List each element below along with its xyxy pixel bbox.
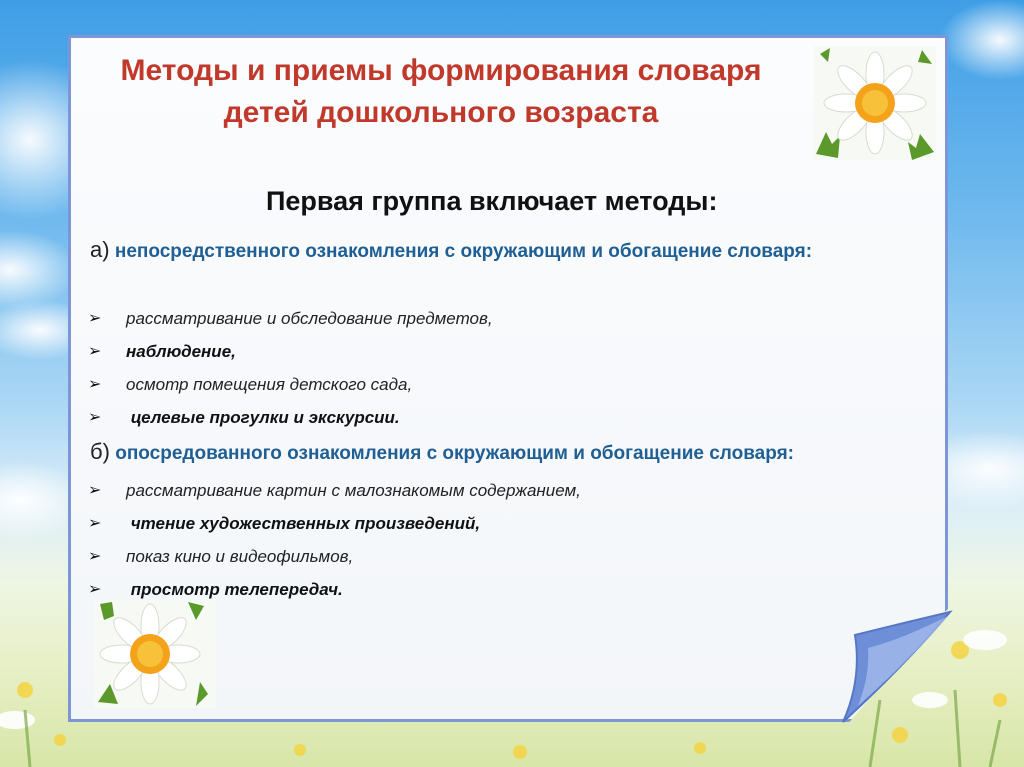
list-item	[88, 401, 493, 434]
arrow-bullet-icon: ➢	[88, 482, 102, 499]
slide-title	[76, 50, 806, 134]
title-line-2: детей дошкольного возраста	[223, 96, 659, 129]
daisy-flower-icon	[812, 44, 938, 162]
title-line-1: Методы и приемы формирования словаря	[120, 54, 762, 87]
section-a-text: непосредственного ознакомления с окружающим и обогащение словаря:	[114, 241, 813, 262]
arrow-bullet-icon: ➢	[88, 515, 102, 532]
section-b-text: опосредованного ознакомления с окружающим и обогащение словаря:	[115, 443, 794, 464]
list-item-text: наблюдение,	[126, 342, 236, 361]
arrow-bullet-icon: ➢	[88, 343, 102, 360]
section-a-heading	[90, 234, 940, 268]
list-item	[88, 302, 493, 335]
section-b-list	[88, 474, 581, 606]
section-a-marker: а)	[90, 237, 110, 262]
list-item-text: осмотр помещения детского сада,	[126, 375, 413, 394]
list-item	[88, 474, 581, 507]
list-item-text: рассматривание и обследование предметов,	[126, 309, 493, 328]
section-a-list	[88, 302, 493, 434]
daisy-flower-icon	[92, 598, 218, 710]
section-b-marker: б)	[90, 439, 110, 464]
list-item-text: целевые прогулки и экскурсии.	[130, 408, 400, 427]
arrow-bullet-icon: ➢	[88, 376, 102, 393]
arrow-bullet-icon: ➢	[88, 581, 102, 598]
list-item	[88, 540, 581, 573]
list-item-text: показ кино и видеофильмов,	[126, 547, 354, 566]
arrow-bullet-icon: ➢	[88, 548, 102, 565]
list-item-text: чтение художественных произведений,	[130, 514, 481, 533]
arrow-bullet-icon: ➢	[88, 310, 102, 327]
list-item	[88, 335, 493, 368]
list-item	[88, 507, 581, 540]
section-b-heading	[90, 436, 940, 470]
arrow-bullet-icon: ➢	[88, 409, 102, 426]
list-item-text: рассматривание картин с малознакомым содержанием,	[126, 481, 581, 500]
group-subtitle: Первая группа включает методы:	[266, 186, 718, 216]
list-item	[88, 368, 493, 401]
list-item-text: просмотр телепередач.	[130, 580, 343, 599]
